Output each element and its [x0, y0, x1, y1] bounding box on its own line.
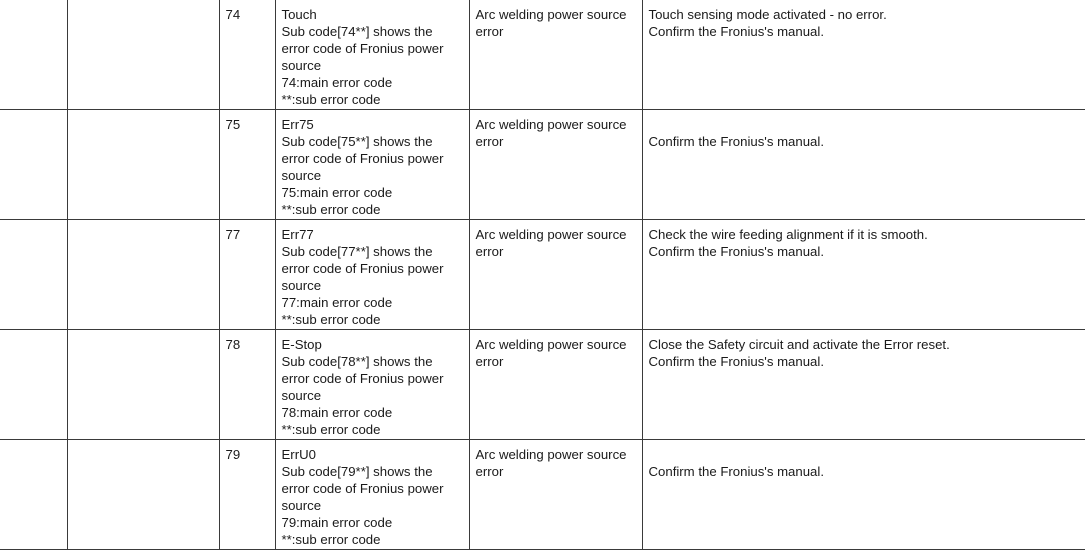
category-line: Arc welding power source: [475, 227, 627, 242]
description-line: source: [281, 58, 322, 73]
table-row: [0, 220, 1085, 330]
description-line: error code of Fronius power: [281, 371, 444, 386]
description-line: error code of Fronius power: [281, 261, 444, 276]
category-cell: [469, 110, 642, 220]
error-name: Err75: [281, 117, 314, 132]
description-line: **:sub error code: [281, 312, 381, 327]
error-code-cell: [219, 330, 275, 440]
category-cell: [469, 440, 642, 550]
description-line: Sub code[78**] shows the: [281, 354, 433, 369]
error-name: Err77: [281, 227, 314, 242]
remedy-cell: [642, 110, 1085, 220]
description-cell: [275, 110, 469, 220]
remedy-cell: [642, 220, 1085, 330]
blank-cell: [0, 220, 67, 330]
description-cell: [275, 0, 469, 110]
category-line: Arc welding power source: [475, 7, 627, 22]
blank-cell: [67, 220, 219, 330]
blank-cell: [0, 0, 67, 110]
error-code-cell: [219, 440, 275, 550]
description-line: Sub code[75**] shows the: [281, 134, 433, 149]
remedy-line: Close the Safety circuit and activate the Error reset.: [648, 337, 950, 352]
blank-cell: [0, 440, 67, 550]
description-line: 79:main error code: [281, 515, 393, 530]
blank-cell: [67, 0, 219, 110]
error-code-cell: [219, 220, 275, 330]
blank-cell: [67, 440, 219, 550]
description-line: 78:main error code: [281, 405, 393, 420]
description-line: Sub code[77**] shows the: [281, 244, 433, 259]
description-line: error code of Fronius power: [281, 481, 444, 496]
description-line: source: [281, 278, 322, 293]
description-line: 74:main error code: [281, 75, 393, 90]
remedy-line: [649, 446, 1079, 463]
remedy-cell: [642, 0, 1085, 110]
remedy-line: Confirm the Fronius's manual.: [648, 354, 824, 369]
category-line: error: [475, 244, 504, 259]
category-cell: [469, 330, 642, 440]
description-line: Sub code[74**] shows the: [281, 24, 433, 39]
category-line: error: [475, 464, 504, 479]
error-code: 78: [225, 337, 241, 352]
error-code: 74: [225, 7, 241, 22]
error-code: 77: [225, 227, 241, 242]
description-line: source: [281, 388, 322, 403]
blank-cell: [0, 330, 67, 440]
error-name: E-Stop: [281, 337, 322, 352]
table-row: [0, 110, 1085, 220]
description-cell: [275, 440, 469, 550]
blank-cell: [67, 110, 219, 220]
error-name: ErrU0: [281, 447, 316, 462]
category-cell: [469, 0, 642, 110]
description-line: 75:main error code: [281, 185, 393, 200]
description-line: **:sub error code: [281, 92, 381, 107]
description-line: 77:main error code: [281, 295, 393, 310]
description-cell: [275, 330, 469, 440]
remedy-cell: [642, 330, 1085, 440]
remedy-line: Check the wire feeding alignment if it is smooth.: [648, 227, 928, 242]
description-line: **:sub error code: [281, 422, 381, 437]
error-code: 75: [225, 117, 241, 132]
error-name: Touch: [281, 7, 317, 22]
category-cell: [469, 220, 642, 330]
remedy-line: Touch sensing mode activated - no error.: [648, 7, 887, 22]
description-line: source: [281, 498, 322, 513]
table-row: [0, 330, 1085, 440]
category-line: Arc welding power source: [475, 117, 627, 132]
error-code: 79: [225, 447, 241, 462]
category-line: Arc welding power source: [475, 447, 627, 462]
category-line: error: [475, 134, 504, 149]
remedy-line: [649, 116, 1079, 133]
blank-cell: [0, 110, 67, 220]
remedy-line: Confirm the Fronius's manual.: [648, 464, 824, 479]
description-cell: [275, 220, 469, 330]
table-row: [0, 440, 1085, 550]
error-code-cell: [219, 110, 275, 220]
category-line: error: [475, 354, 504, 369]
blank-cell: [67, 330, 219, 440]
remedy-line: Confirm the Fronius's manual.: [648, 244, 824, 259]
description-line: error code of Fronius power: [281, 151, 444, 166]
description-line: Sub code[79**] shows the: [281, 464, 433, 479]
error-code-cell: [219, 0, 275, 110]
remedy-line: Confirm the Fronius's manual.: [648, 134, 824, 149]
description-line: source: [281, 168, 322, 183]
description-line: error code of Fronius power: [281, 41, 444, 56]
description-line: **:sub error code: [281, 532, 381, 547]
remedy-cell: [642, 440, 1085, 550]
category-line: error: [475, 24, 504, 39]
remedy-line: Confirm the Fronius's manual.: [648, 24, 824, 39]
description-line: **:sub error code: [281, 202, 381, 217]
category-line: Arc welding power source: [475, 337, 627, 352]
table-row: [0, 0, 1085, 110]
